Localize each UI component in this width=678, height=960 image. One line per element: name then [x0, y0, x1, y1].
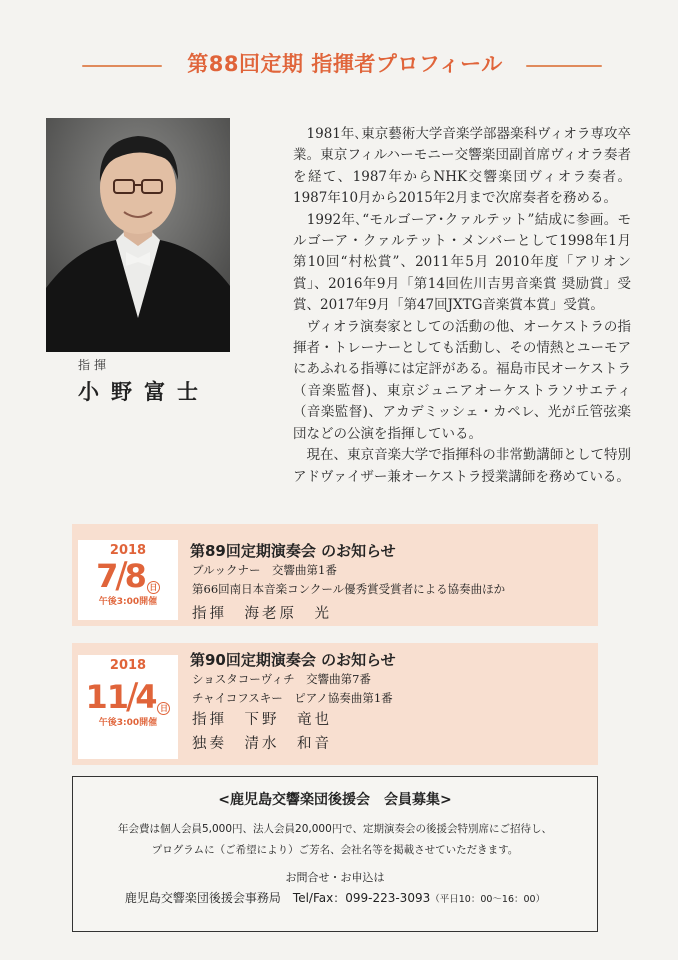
contact-hours: （平日10：00〜16：00） — [430, 894, 546, 905]
concert-details — [190, 643, 590, 756]
concert-conductor: 指揮 下野 竜也 — [192, 712, 332, 728]
contact-info — [73, 889, 597, 906]
conductor-role: 指揮 — [78, 358, 111, 372]
concert-title: 第90回定期演奏会 のお知らせ — [190, 651, 396, 669]
contact-label: お問合せ・お申込は — [285, 871, 385, 884]
bio-paragraph: 現在、東京音楽大学で指揮科の非常勤講師として特別アドヴァイザー兼オーケストラ授業講師を務めている。 — [293, 447, 631, 485]
date-slash: / — [115, 555, 127, 596]
concert-soloist: 独奏 清水 和音 — [192, 736, 332, 752]
conductor-name: 小野富士 — [78, 379, 210, 404]
concert-notice-89 — [72, 524, 598, 626]
concert-conductor: 指揮 海老原 光 — [192, 606, 332, 622]
concert-year: 2018 — [109, 658, 147, 673]
concert-title: 第89回定期演奏会 のお知らせ — [190, 542, 396, 560]
program-line: ブルックナー 交響曲第1番 — [192, 563, 337, 577]
date-slash: / — [126, 676, 138, 717]
membership-description: 年会費は個人会員5,000円、法人会員20,000円で、定期演奏会の後援会特別席にご招待し、 — [117, 823, 553, 835]
membership-description: プログラムに（ご希望により）ご芳名、会社名等を掲載させていただきます。 — [151, 844, 519, 856]
program-line: ショスタコーヴィチ 交響曲第7番 — [192, 672, 371, 686]
concert-time: 午後3:00開催 — [98, 597, 158, 607]
concert-time: 午後3:00開催 — [98, 718, 158, 728]
page-title: 第88回定期 指揮者プロフィール — [187, 52, 503, 76]
bio-paragraph: ヴィオラ演奏家としての活動の他、オーケストラの指揮者・トレーナーとしても活動し、その情熱とユーモアにあふれる指導には定評がある。福島市民オーケストラ（音楽監督)、東京ジュニアオーケストラソサエティ（音楽監督)、アカデミッシェ・カペレ、光が丘管弦楽団などの公演を指揮している。 — [293, 318, 631, 442]
concert-month: 11 — [85, 678, 129, 716]
header-rule-right — [526, 65, 602, 67]
concert-notice-90 — [72, 643, 598, 765]
concert-date — [78, 655, 178, 759]
concert-month-day — [78, 676, 178, 717]
concert-details — [190, 524, 590, 626]
header-rule-left — [82, 65, 162, 67]
concert-month-day — [78, 555, 178, 596]
conductor-biography — [293, 124, 631, 488]
concert-weekday: 日 — [157, 702, 170, 715]
concert-month: 7 — [96, 557, 118, 595]
concert-day: 8 — [124, 557, 146, 595]
profile-header — [0, 48, 678, 80]
concert-date — [78, 540, 178, 620]
program-line: チャイコフスキー ピアノ協奏曲第1番 — [192, 691, 393, 705]
concert-year: 2018 — [109, 543, 147, 558]
contact-office-phone: 鹿児島交響楽団後援会事務局 Tel/Fax：099-223-3093 — [124, 891, 431, 905]
bio-paragraph: 1992年､“モルゴーア･クァルテット”結成に参画。モルゴーア・クァルテット・メンバーとして1998年1月第10回“村松賞”、2011年5月 2010年度「アリオン賞」、2016年9月「第14回佐川吉男音楽賞 奨励賞」受賞、2017年9月「第47回JXTG音楽賞本賞」受賞。 — [293, 211, 631, 314]
conductor-photo — [46, 118, 230, 352]
membership-box — [72, 776, 598, 932]
membership-title: <鹿児島交響楽団後援会 会員募集> — [218, 792, 452, 808]
concert-day: 4 — [135, 678, 157, 716]
program-line: 第66回南日本音楽コンクール優秀賞受賞者による協奏曲ほか — [192, 582, 506, 596]
concert-weekday: 日 — [147, 581, 160, 594]
bio-paragraph: 1981年､東京藝術大学音楽学部器楽科ヴィオラ専攻卒業。東京フィルハーモニー交響楽団副首席ヴィオラ奏者を経て、1987年からNHK交響楽団ヴィオラ奏者。1987年10月から2015年2月まで次席奏者を務める。 — [293, 126, 631, 207]
